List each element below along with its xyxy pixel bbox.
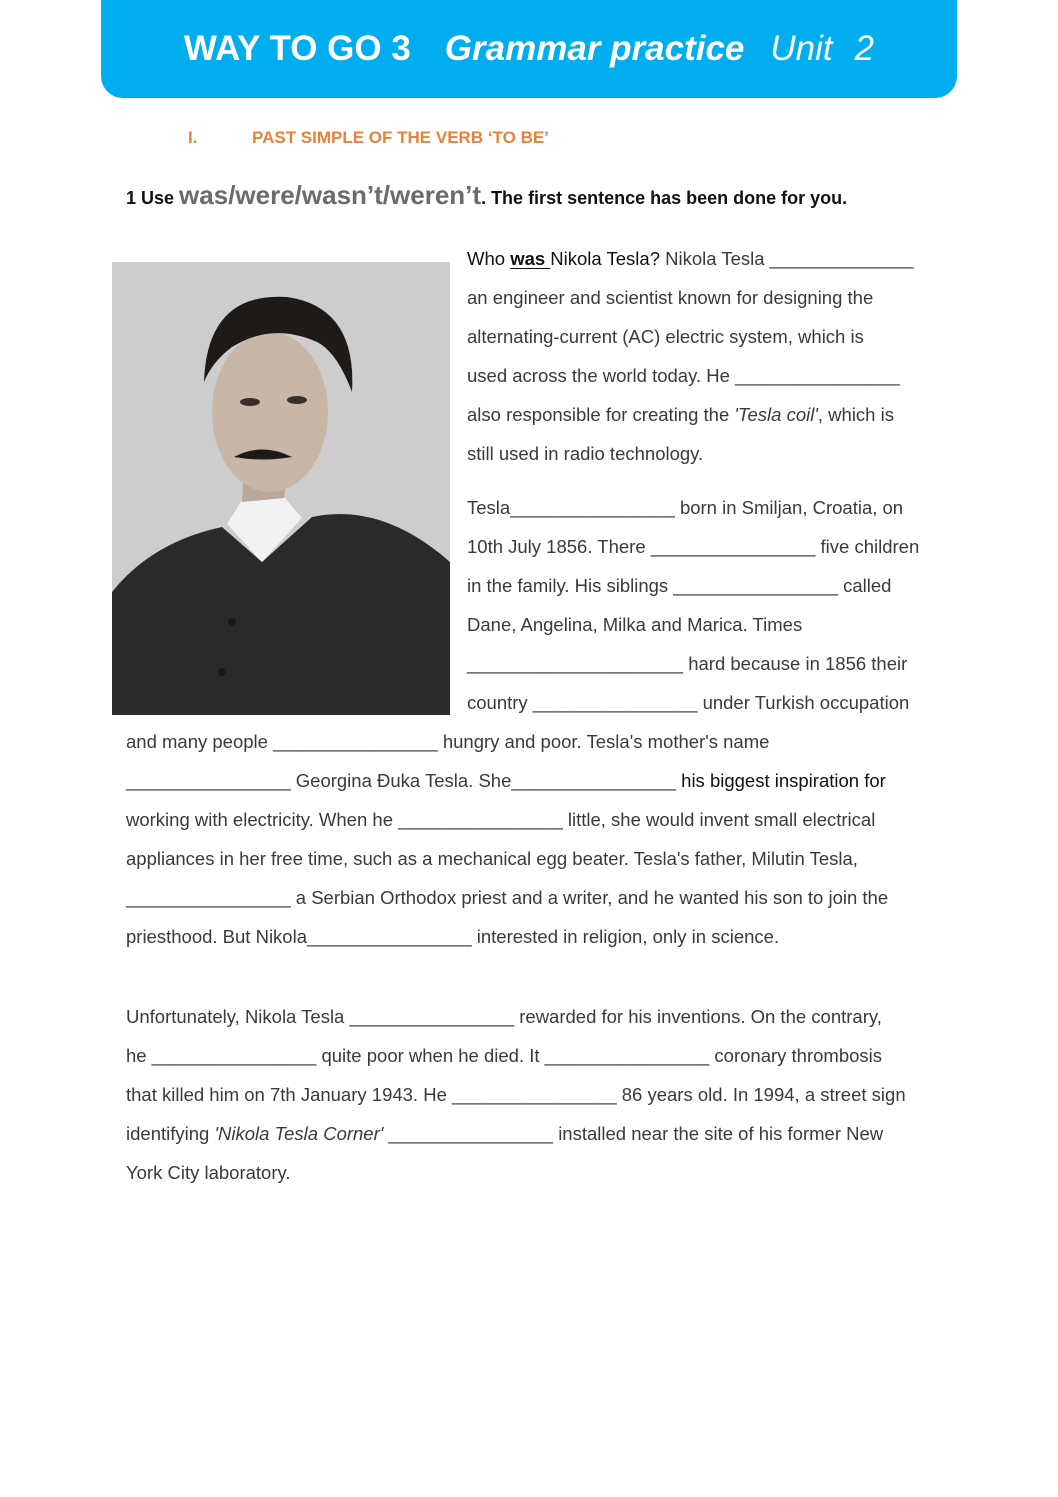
text-line-13: and many people ________________ hungry and poor. Tesla's mother's name (126, 731, 770, 752)
page-header (101, 0, 957, 98)
text-line-10: Dane, Angelina, Milka and Marica. Times (467, 614, 803, 635)
portrait-illustration (112, 262, 450, 715)
text-line-17: ________________ a Serbian Orthodox priest and a writer, and he wanted his son to join the (126, 887, 889, 908)
text-line-23: York City laboratory. (126, 1162, 291, 1183)
text-line-6: still used in radio technology. (467, 443, 704, 464)
text-line-7: Tesla________________ born in Smiljan, Croatia, on (467, 497, 904, 518)
text-line-4: used across the world today. He ________________ (467, 365, 900, 386)
section-heading (188, 128, 549, 148)
section-number: I. (188, 128, 198, 147)
text-line-3: alternating-current (AC) electric system, which is (467, 326, 864, 347)
unit-label: Unit (770, 29, 833, 68)
unit-number: 2 (854, 29, 875, 68)
text-line-9: in the family. His siblings ________________ called (467, 575, 892, 596)
subject-title: Grammar practice (444, 29, 745, 68)
text-line-19: Unfortunately, Nikola Tesla ________________ rewarded for his inventions. On the contrary, (126, 1006, 882, 1027)
portrait-photo (112, 262, 450, 715)
text-line-8: 10th July 1856. There ________________ five children (467, 536, 920, 557)
series-title: WAY TO GO 3 (183, 29, 411, 68)
verb-forms: was/were/wasn’t/weren’t (179, 180, 482, 210)
text-line-20: he ________________ quite poor when he died. It ________________ coronary thrombosis (126, 1045, 883, 1066)
text-line-16: appliances in her free time, such as a mechanical egg beater. Tesla's father, Milutin Tesla, (126, 848, 858, 869)
text-line-5: also responsible for creating the 'Tesla coil', which is (467, 404, 894, 425)
text-line-18: priesthood. But Nikola________________ interested in religion, only in science. (126, 926, 780, 947)
text-line-22: identifying 'Nikola Tesla Corner' ________________ installed near the site of his former New (126, 1123, 884, 1144)
text-line-1: Who was Nikola Tesla? Nikola Tesla ______________ (467, 248, 914, 269)
text-line-12: country ________________ under Turkish occupation (467, 692, 910, 713)
exercise-instruction (126, 180, 847, 211)
text-line-15: working with electricity. When he ________________ little, she would invent small electrical (126, 809, 876, 830)
instruction-prefix: 1 Use (126, 188, 180, 208)
text-line-21: that killed him on 7th January 1943. He ________________ 86 years old. In 1994, a street sign (126, 1084, 906, 1105)
text-line-2: an engineer and scientist known for designing the (467, 287, 874, 308)
text-line-11: _____________________ hard because in 1856 their (467, 653, 908, 674)
section-title: PAST SIMPLE OF THE VERB ‘TO BE’ (252, 128, 549, 147)
instruction-suffix: . The first sentence has been done for you. (481, 188, 848, 208)
example-answer: was (510, 248, 551, 269)
text-line-14: ________________ Georgina Đuka Tesla. She________________ his biggest inspiration for (126, 770, 886, 791)
